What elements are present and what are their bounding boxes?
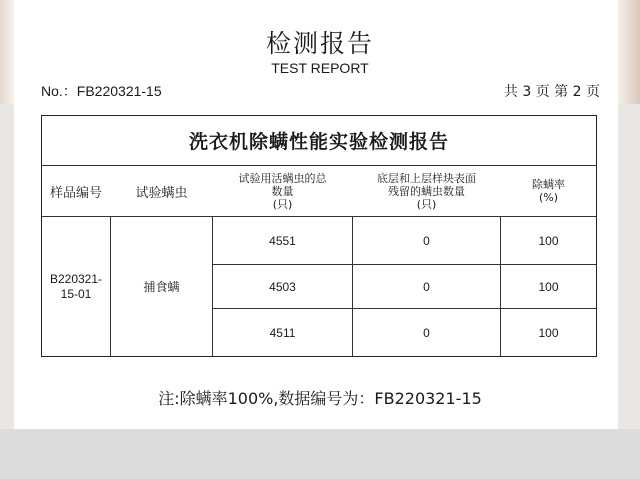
test-results-table [41,115,597,357]
table-cell-residual: 0 [423,233,430,248]
header-residual-line-3: (只) [416,197,437,211]
table-cell-total: 4551 [269,233,296,248]
report-subtitle: TEST REPORT [271,60,369,76]
header-total-live-line-2: 数量 [271,184,294,198]
header-residual-line-2: 残留的螨虫数量 [388,184,465,198]
header-total-live [213,166,352,216]
sample-number-cell [42,217,110,356]
table-cell-residual: 0 [423,325,430,340]
header-removal-rate [501,166,596,216]
header-sample-no: 样品编号 [49,185,102,201]
header-residual [353,166,500,216]
table-title: 洗衣机除螨性能实验检测报告 [188,131,449,153]
header-removal-rate-line-2: (%) [538,191,559,204]
bottom-band [0,429,640,479]
table-cell-rate: 100 [538,233,559,248]
header-residual-line-1: 底层和上层样块表面 [377,171,476,185]
header-removal-rate-line-1: 除螨率 [532,178,565,191]
table-cell-total: 4511 [269,325,296,340]
sample-number-line-1: B220321- [49,271,103,286]
test-mite-cell: 捕食螨 [143,280,180,294]
report-title: 检测报告 [265,29,374,58]
table-cell-rate: 100 [538,279,559,294]
header-total-live-line-1: 试验用活螨虫的总 [238,171,327,185]
report-number: No.：FB220321-15 [41,83,162,99]
table-cell-residual: 0 [423,279,430,294]
table-cell-total: 4503 [269,279,296,294]
page-indicator: 共 3 页 第 2 页 [503,84,600,100]
header-total-live-line-3: (只) [272,197,293,211]
footnote: 注:除螨率100%,数据编号为：FB220321-15 [158,389,482,408]
table-cell-rate: 100 [538,325,559,340]
header-test-mite: 试验螨虫 [135,185,188,201]
sample-number-line-2: 15-01 [60,286,92,301]
